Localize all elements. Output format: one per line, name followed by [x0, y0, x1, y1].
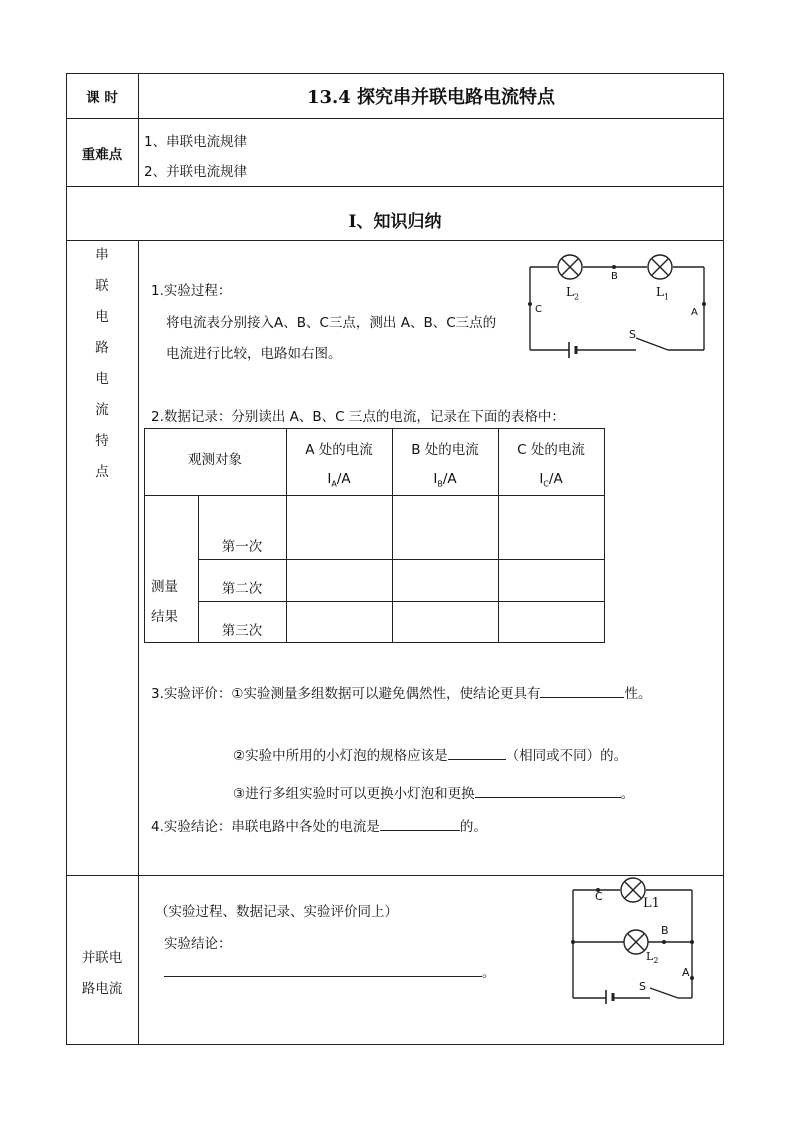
answer-blank[interactable]: [380, 817, 460, 832]
parallel-side-label: 并联电: [81, 950, 123, 966]
answer-blank[interactable]: [164, 963, 482, 978]
row-divider: [66, 186, 724, 187]
table-group-label: 结果: [151, 609, 178, 625]
table-line: [392, 428, 393, 643]
table-header-col: C 处的电流: [517, 442, 585, 458]
side-char: 点: [95, 464, 109, 480]
row-divider: [66, 118, 724, 119]
parallel-note: （实验过程、数据记录、实验评价同上）: [155, 904, 398, 920]
page-title: 13.4 探究串并联电路电流特点: [306, 87, 556, 108]
evaluation-2: ②实验中所用的小灯泡的规格应该是 （相同或不同）的。: [233, 744, 627, 764]
circuit-lamp-label: L1: [643, 896, 660, 911]
step1-text-line2: 电流进行比较，电路如右图。: [166, 346, 342, 362]
table-header-object: 观测对象: [188, 452, 242, 468]
table-header-unit: $I_C/A$: [539, 471, 563, 489]
table-header-unit: $I_A/A$: [327, 471, 351, 489]
step1-title: 1.实验过程：: [151, 283, 232, 299]
side-char: 串: [95, 247, 109, 263]
circuit-point-c: C: [535, 304, 542, 315]
table-line: [198, 559, 605, 560]
answer-blank[interactable]: [540, 684, 624, 699]
side-char: 流: [95, 402, 109, 418]
circuit-point-b: B: [611, 271, 618, 282]
answer-blank[interactable]: [448, 746, 506, 761]
table-group-label: 测量: [151, 579, 178, 595]
circuit-lamp-label: $L_2$: [646, 950, 659, 966]
circuit-point-b: B: [661, 924, 669, 937]
table-line: [498, 428, 499, 643]
row-divider: [66, 240, 724, 241]
answer-blank[interactable]: [475, 784, 621, 799]
step1-text-line1: 将电流表分别接入A、B、C三点，测出 A、B、C三点的: [166, 315, 497, 331]
table-header-col: B 处的电流: [411, 442, 479, 458]
side-char: 路: [95, 340, 109, 356]
side-char: 电: [95, 371, 109, 387]
parallel-conclusion-label: 实验结论：: [164, 936, 232, 952]
column-divider: [138, 240, 139, 1045]
table-row-label: 第三次: [221, 623, 263, 639]
circuit-point-a: A: [691, 307, 698, 318]
table-line: [286, 428, 287, 643]
circuit-switch-label: S: [639, 980, 646, 993]
evaluation-1: 3.实验评价：①实验测量多组数据可以避免偶然性，使结论更具有 性。: [151, 682, 651, 702]
table-line: [144, 495, 605, 496]
section-title: I、知识归纳: [348, 212, 442, 232]
side-char: 特: [95, 433, 109, 449]
step2-title: 2.数据记录：分别读出 A、B、C 三点的电流，记录在下面的表格中：: [151, 409, 565, 425]
side-char: 电: [95, 309, 109, 325]
key-point-item: 1、串联电流规律: [144, 134, 248, 150]
series-side-label: [66, 240, 138, 488]
evaluation-3: ③进行多组实验时可以更换小灯泡和更换 。: [233, 782, 634, 802]
key-points-label: 重难点: [81, 147, 123, 163]
key-point-item: 2、并联电流规律: [144, 164, 248, 180]
circuit-lamp-label: $L_1$: [656, 285, 670, 302]
side-char: 联: [95, 278, 109, 294]
parallel-conclusion-line: 。: [164, 961, 496, 981]
circuit-switch-label: S: [629, 328, 636, 341]
lesson-label: 课 时: [86, 90, 118, 106]
parallel-circuit-diagram: [566, 872, 700, 1004]
table-row-label: 第一次: [221, 539, 263, 555]
circuit-point-c: C: [595, 890, 603, 903]
table-header-col: A 处的电流: [305, 442, 373, 458]
conclusion: 4.实验结论：串联电路中各处的电流是 的。: [151, 815, 487, 835]
circuit-lamp-label: $L_2$: [566, 285, 580, 302]
table-line: [198, 601, 605, 602]
parallel-side-label: 路电流: [81, 981, 123, 997]
table-header-unit: $I_B/A$: [433, 471, 457, 489]
series-circuit-diagram: [524, 252, 708, 360]
table-row-label: 第二次: [221, 581, 263, 597]
circuit-point-a: A: [682, 966, 690, 979]
